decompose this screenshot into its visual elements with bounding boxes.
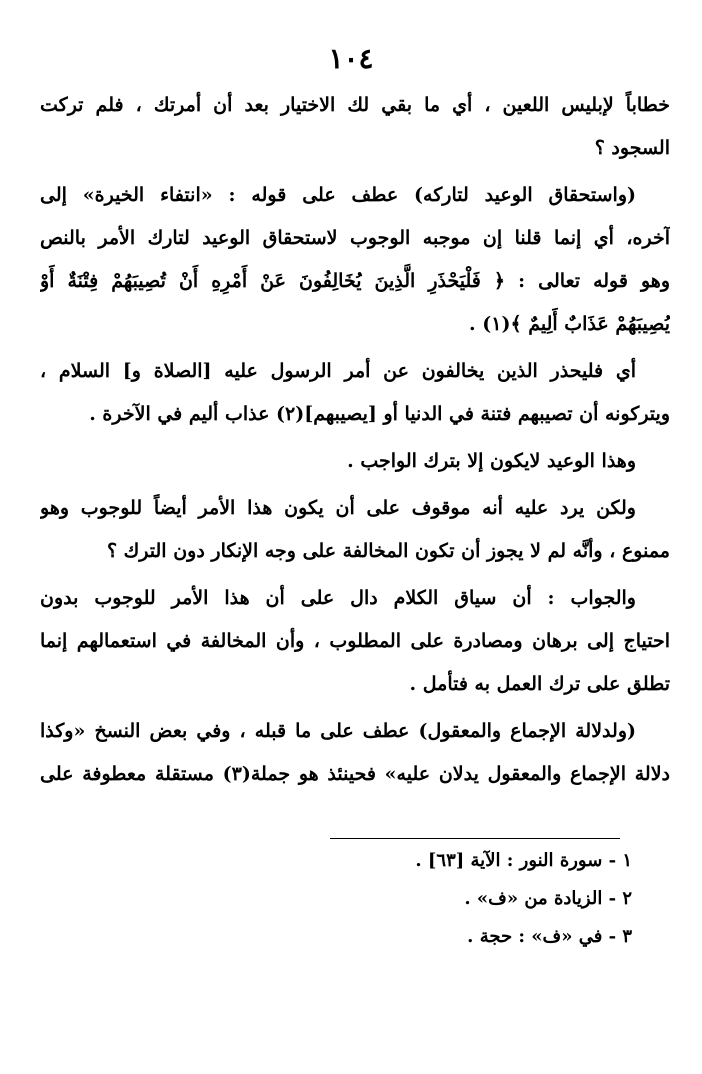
text-line: احتياج إلى برهان ومصادرة على المطلوب ، وأن المخالفة في استعمالهم إنما (40, 630, 670, 652)
text-line: دلالة الإجماع والمعقول يدلان عليه» فحينئذ هو جملة(٣) مستقلة معطوفة على (40, 763, 670, 785)
text-line: ولكن يرد عليه أنه موقوف على أن يكون هذا الأمر أيضاً للوجوب وهو (40, 497, 636, 519)
footnote: ٣ - في «ف» : حجة . (467, 926, 632, 947)
text-line: تطلق على ترك العمل به فتأمل . (409, 673, 670, 695)
footnote: ١ - سورة النور : الآية [٦٣] . (415, 850, 632, 871)
text-line: أي فليحذر الذين يخالفون عن أمر الرسول عليه [الصلاة و] السلام ، (40, 360, 636, 382)
text-line: ممنوع ، وأنَّه لم لا يجوز أن تكون المخالفة على وجه الإنكار دون الترك ؟ (106, 540, 670, 562)
text-line: (ولدلالة الإجماع والمعقول) عطف على ما قبله ، وفي بعض النسخ «وكذا (40, 720, 636, 742)
text-line: ويتركونه أن تصيبهم فتنة في الدنيا أو [يصيبهم](٢) عذاب أليم في الآخرة . (89, 403, 670, 425)
page-number: ١٠٤ (328, 42, 374, 75)
body-text (40, 84, 670, 796)
footnote: ٢ - الزيادة من «ف» . (464, 888, 632, 909)
footnotes (40, 842, 670, 956)
footnote-divider (330, 838, 620, 839)
text-line: والجواب : أن سياق الكلام دال على أن هذا الأمر للوجوب بدون (40, 587, 636, 609)
text-line: آخره، أي إنما قلنا إن موجبه الوجوب لاستحقاق الوعيد لتارك الأمر بالنص (40, 227, 670, 249)
text-line: (واستحقاق الوعيد لتاركه) عطف على قوله : «انتفاء الخيرة» إلى (40, 184, 637, 206)
text-line: السجود ؟ (594, 137, 670, 159)
quran-verse-line: يُصِيبَهُمْ عَذَابٌ أَلِيمٌ ﴾(١) . (469, 313, 670, 335)
text-line: وهذا الوعيد لايكون إلا بترك الواجب . (347, 450, 636, 472)
text-line: خطاباً لإبليس اللعين ، أي ما بقي لك الاختيار بعد أن أمرتك ، فلم تركت (40, 94, 670, 116)
quran-verse-line: وهو قوله تعالى : ﴿ فَلْيَحْذَرِ الَّذِينَ يُخَالِفُونَ عَنْ أَمْرِهِ أَنْ تُصِيبَهُمْ فِتْنَةٌ أَوْ (40, 270, 670, 292)
